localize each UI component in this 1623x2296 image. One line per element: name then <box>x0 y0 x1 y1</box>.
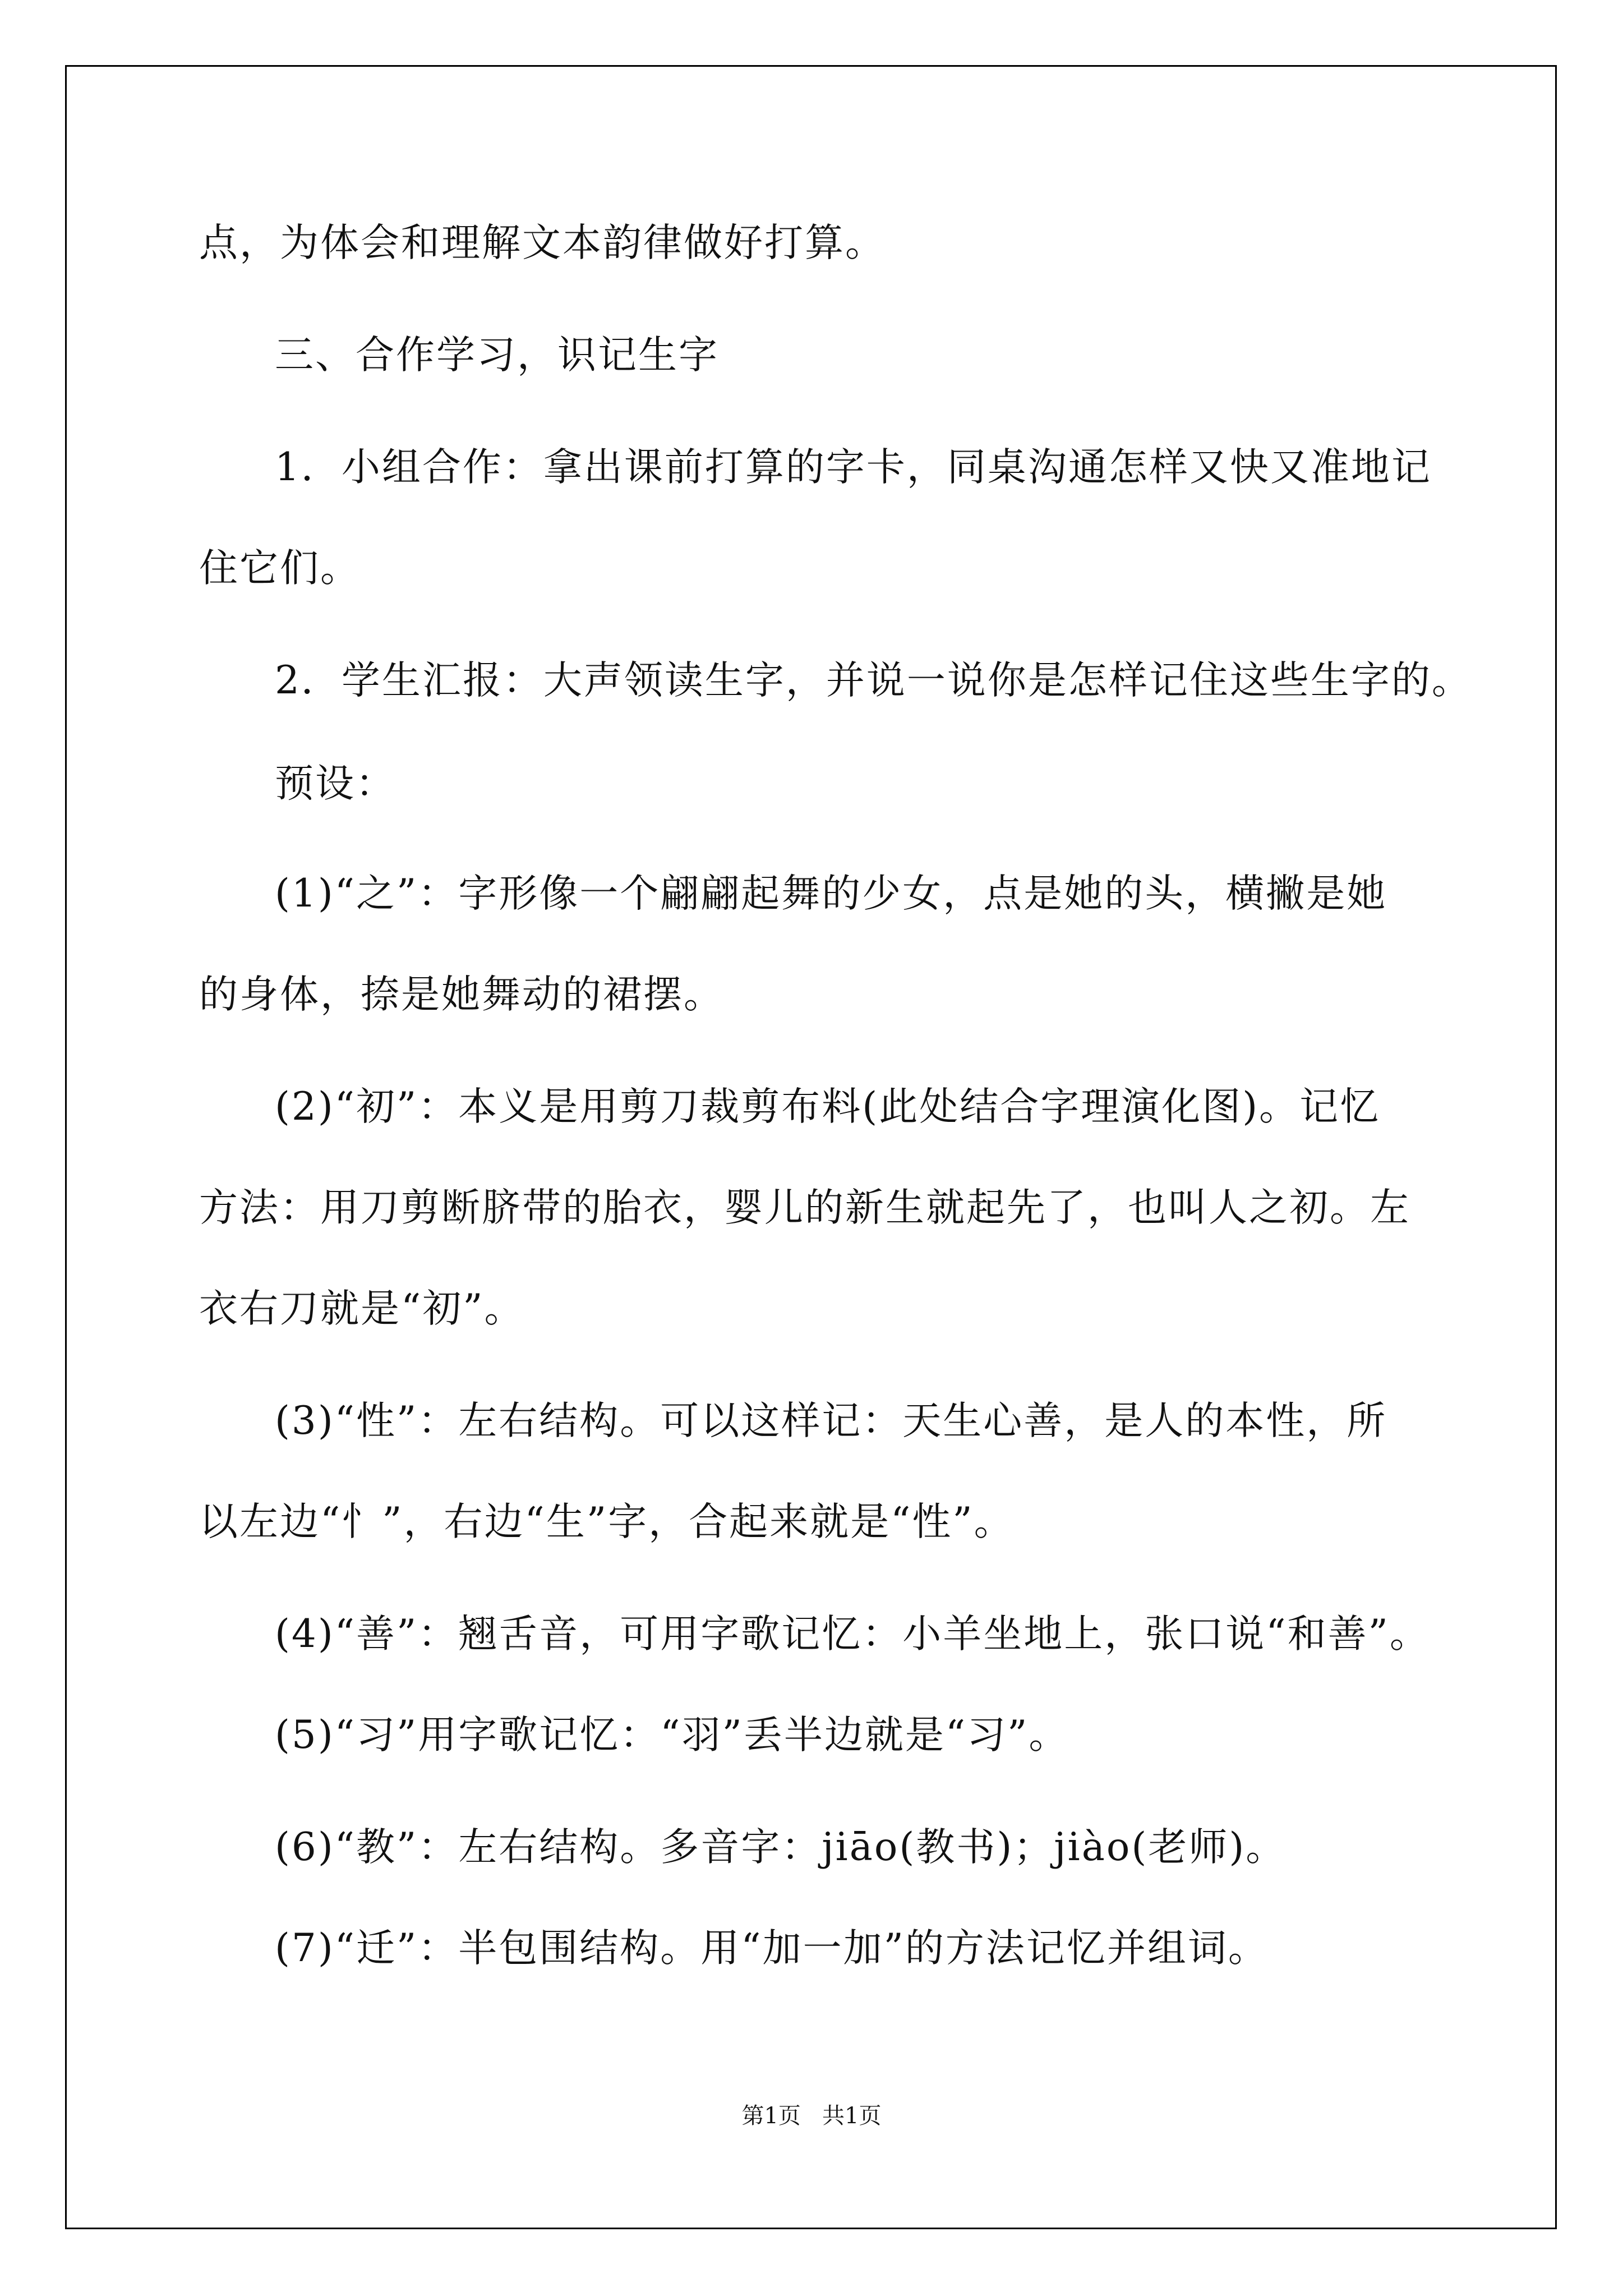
text-line-6: 预设： <box>275 761 396 806</box>
text-line-11: 衣右刀就是“初”。 <box>199 1286 525 1331</box>
text-line-4: 住它们。 <box>199 546 361 591</box>
page-number: 第1页 共1页 <box>741 2103 882 2129</box>
text-line-15: (5)“习”用字歌记忆：“羽”丢半边就是“习”。 <box>275 1713 1069 1757</box>
text-line-7: (1)“之”：字形像一个翩翩起舞的少女，点是她的头，横撇是她 <box>275 871 1387 916</box>
text-line-3: 1．小组合作：拿出课前打算的字卡，同桌沟通怎样又快又准地记 <box>275 445 1432 490</box>
text-line-13: 以左边“忄”，右边“生”字，合起来就是“性”。 <box>199 1499 1015 1544</box>
text-line-14: (4)“善”：翘舌音，可用字歌记忆：小羊坐地上，张口说“和善”。 <box>275 1612 1430 1657</box>
text-line-9: (2)“初”：本义是用剪刀裁剪布料(此处结合字理演化图)。记忆 <box>275 1084 1381 1129</box>
text-line-17: (7)“迁”：半包围结构。用“加一加”的方法记忆并组词。 <box>275 1926 1269 1971</box>
text-line-5: 2．学生汇报：大声领读生字，并说一说你是怎样记住这些生字的。 <box>275 658 1472 703</box>
text-line-16: (6)“教”：左右结构。多音字：jiāo(教书)；jiào(老师)。 <box>275 1825 1287 1870</box>
page-border <box>65 65 1557 2229</box>
text-line-12: (3)“性”：左右结构。可以这样记：天生心善，是人的本性，所 <box>275 1398 1387 1443</box>
text-line-1: 点，为体会和理解文本韵律做好打算。 <box>199 220 886 265</box>
section-heading: 三、合作学习，识记生字 <box>275 333 719 378</box>
text-line-10: 方法：用刀剪断脐带的胎衣，婴儿的新生就起先了，也叫人之初。左 <box>199 1185 1410 1230</box>
text-line-8: 的身体，捺是她舞动的裙摆。 <box>199 972 724 1017</box>
